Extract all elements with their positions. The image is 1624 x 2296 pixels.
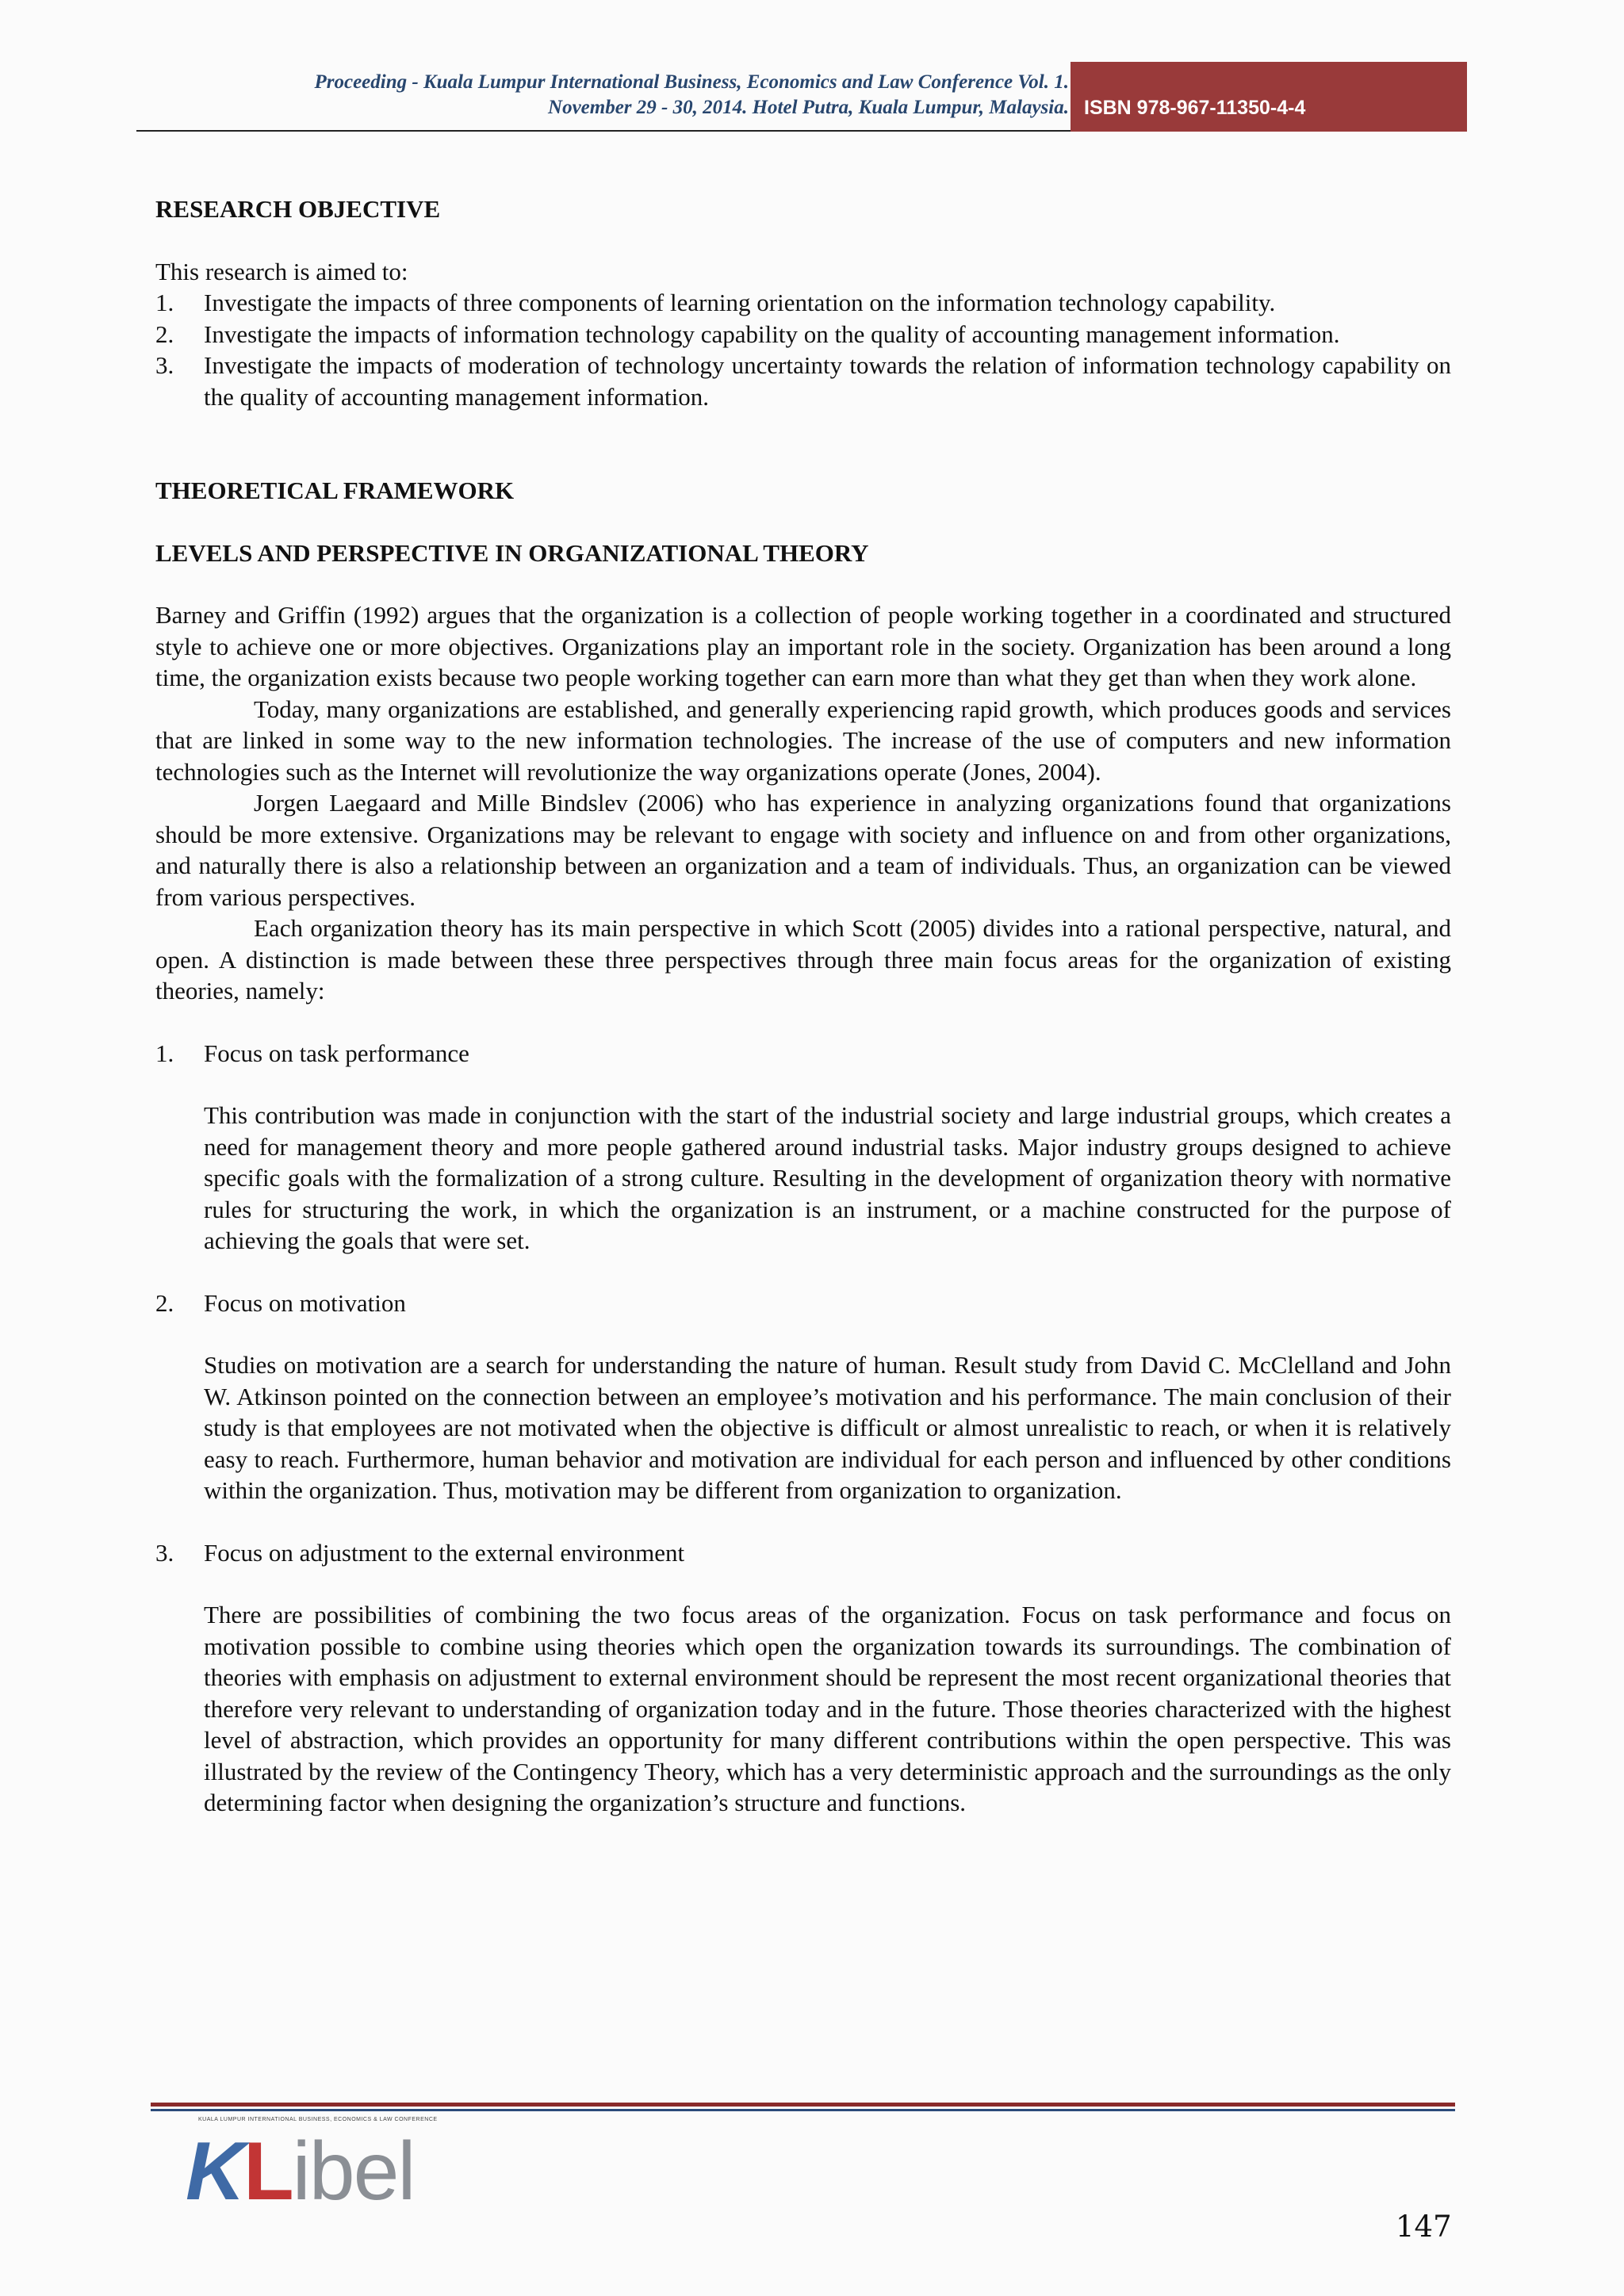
objective-list <box>155 287 1451 412</box>
body-paragraph: Today, many organizations are established, and generally experiencing rapid growth, which produces goods and services that are linked in some way to the new information technologies. The increase of the use of computers and new information technologies such as the Internet will revolutionize the way organizations operate (Jones, 2004). <box>155 695 1451 786</box>
page-number: 147 <box>1396 2210 1452 2244</box>
focus-area-body: Studies on motivation are a search for understanding the nature of human. Result study from David C. McClelland and John W. Atkinson pointed on the connection between an employee’s motivation and his performance. The main conclusion of their study is that employees are not motivated when the objective is difficult or almost unrealistic to reach, or when it is relatively easy to reach. Furthermore, human behavior and motivation are individual for each person and influenced by other conditions within the organization. Thus, motivation may be different from organization to organization. <box>204 1351 1451 1504</box>
page-header <box>0 62 1624 133</box>
conference-citation <box>314 70 1069 121</box>
body-paragraph: Jorgen Laegaard and Mille Bindslev (2006) who has experience in analyzing organizations found that organizations should be more extensive. Organizations may be relevant to engage with society and influence on and from other organizations, and naturally there is also a relationship between an organization and a team of individuals. Thus, an organization can be viewed from various perspectives. <box>155 789 1451 911</box>
isbn-badge <box>1071 62 1467 132</box>
body-paragraph: Each organization theory has its main perspective in which Scott (2005) divides into a rational perspective, natural, and open. A distinction is made between these three perspectives through three main focus areas for the organization of existing theories, namely: <box>155 914 1451 1004</box>
header-divider <box>136 130 1071 132</box>
list-item: 1. Investigate the impacts of three components of learning orientation on the information technology capability. <box>155 289 1276 316</box>
logo-ibel: ibel <box>292 2126 415 2218</box>
levels-perspective-subheading: LEVELS AND PERSPECTIVE IN ORGANIZATIONAL THEORY <box>155 538 869 567</box>
focus-area-body: There are possibilities of combining the two focus areas of the organization. Focus on task performance and focus on motivation possible to combine using theories which open the organization towards its surroundings. The combination of theories with emphasis on adjustment to external environment should be represent the most recent organizational theories that therefore very relevant to understanding of organization today and in the future. Those theories characterized with the highest level of abstraction, which provides an opportunity for many different contributions within the open perspective. This was illustrated by the review of the Contingency Theory, which has a very deterministic approach and the surroundings as the only determining factor when designing the organization’s structure and functions. <box>204 1601 1451 1816</box>
research-objective-heading: RESEARCH OBJECTIVE <box>155 195 441 223</box>
page-body <box>155 193 1451 1819</box>
focus-area-title: 2. Focus on motivation <box>155 1288 406 1317</box>
focus-area-title: 1. Focus on task performance <box>155 1039 469 1067</box>
list-item: 2. Investigate the impacts of information technology capability on the quality of accounting management information. <box>155 320 1340 348</box>
theoretical-framework-heading: THEORETICAL FRAMEWORK <box>155 476 515 504</box>
list-item: 3. Investigate the impacts of moderation of technology uncertainty towards the relation of information technology capability on the quality of accounting management information. <box>155 351 1451 411</box>
citation-line-2: November 29 - 30, 2014. Hotel Putra, Kuala Lumpur, Malaysia. <box>548 97 1069 118</box>
body-paragraph: Barney and Griffin (1992) argues that the organization is a collection of people working together in a coordinated and structured style to achieve one or more objectives. Organizations play an important role in the society. Organization has been around a long time, the organization exists because two people working together can earn more than what they get than when they work alone. <box>155 601 1451 691</box>
focus-area-body: This contribution was made in conjunction with the start of the industrial society and large industrial groups, which creates a need for management theory and more people gathered around industrial tasks. Major industry groups designed to achieve specific goals with the formalization of a strong culture. Resulting in the development of organization theory with normative rules for structuring the work, in which the organization is an instrument, or a machine constructed for the purpose of achieving the goals that were set. <box>204 1101 1451 1254</box>
isbn-text: ISBN 978-967-11350-4-4 <box>1084 97 1306 119</box>
footer-divider-red <box>151 2103 1455 2107</box>
footer-divider-blue <box>151 2109 1455 2111</box>
citation-line-1: Proceeding - Kuala Lumpur International Business, Economics and Law Conference Vol. 1. <box>314 71 1069 93</box>
logo-k: K <box>186 2126 244 2218</box>
focus-area-title: 3. Focus on adjustment to the external environment <box>155 1538 685 1567</box>
logo-l: L <box>243 2126 293 2218</box>
klibel-logo <box>186 2126 471 2218</box>
research-objective-intro: This research is aimed to: <box>155 257 408 285</box>
footer-tagline: KUALA LUMPUR INTERNATIONAL BUSINESS, ECONOMICS & LAW CONFERENCE <box>198 2117 438 2122</box>
